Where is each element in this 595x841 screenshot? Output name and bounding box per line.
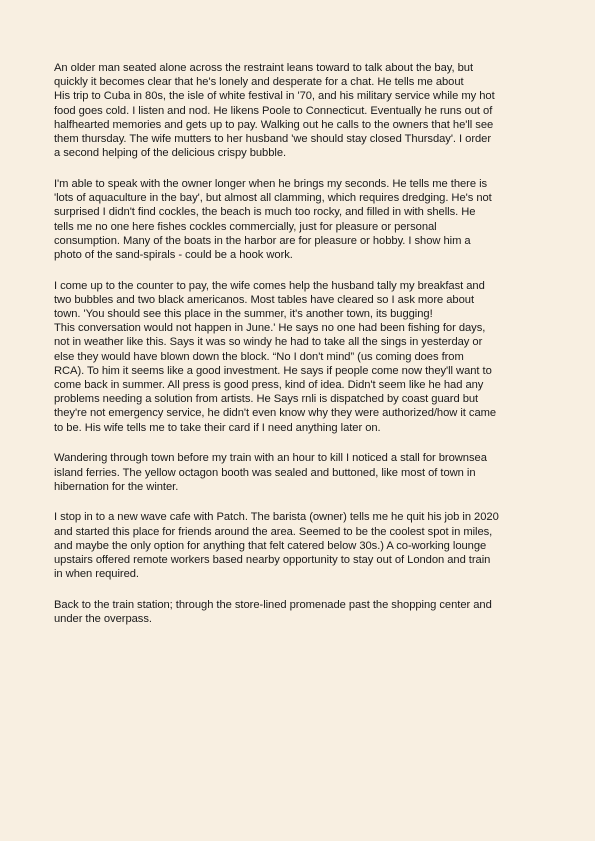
text-line: Back to the train station; through the store-lined promenade past the shopping center and	[54, 599, 492, 611]
text-line: His trip to Cuba in 80s, the isle of white festival in '70, and his military service while my hot	[54, 90, 495, 103]
text-line: food goes cold. I listen and nod. He likens Poole to Connecticut. Eventually he runs out of	[54, 104, 493, 117]
paragraph-1	[54, 61, 543, 160]
text-line: in when required.	[54, 568, 139, 581]
text-line: problems needing a solution from artists. He Says rnli is dispatched by coast guard but	[54, 393, 479, 406]
text-line: them thursday. The wife mutters to her husband 'we should stay closed Thursday'. I order	[54, 133, 492, 146]
text-line: consumption. Many of the boats in the harbor are for pleasure or hobby. I show him a	[54, 234, 471, 247]
text-line: else they would have blown down the block. “No I don't mind” (us coming does from	[54, 350, 464, 363]
text-line: under the overpass.	[54, 613, 152, 626]
text-line: two bubbles and two black americanos. Most tables have cleared so I ask more about	[54, 293, 475, 306]
paragraph-2	[54, 177, 543, 262]
text-line: and maybe the only option for anything that felt catered below 30s.) A co-working lounge	[54, 539, 487, 552]
text-line: tells me no one here fishes cockles commercially, just for pleasure or personal	[54, 220, 437, 233]
text-line: and started this place for friends around the area. Seemed to be the coolest spot in miles,	[54, 525, 493, 538]
text-line: to be. His wife tells me to take their card if I need anything later on.	[54, 421, 381, 434]
paragraph-5	[54, 510, 543, 581]
text-line: island ferries. The yellow octagon booth was sealed and buttoned, like most of town in	[54, 466, 476, 479]
text-line: photo of the sand-spirals - could be a hook work.	[54, 248, 293, 261]
paragraph-3	[54, 279, 543, 435]
text-line: This conversation would not happen in June.' He says no one had been fishing for days,	[54, 322, 486, 335]
text-line: they're not emergency service, he didn't even know why they were authorized/how it came	[54, 407, 497, 420]
text-line: An older man seated alone across the restraint leans toward to talk about the bay, but	[54, 62, 474, 74]
text-line: come back in summer. All press is good press, kind of idea. Didn't seem like he had any	[54, 379, 484, 392]
text-line: I stop in to a new wave cafe with Patch. The barista (owner) tells me he quit his job in 2020	[54, 511, 499, 524]
text-line: 'lots of aquaculture in the bay', but almost all clamming, which requires dredging. He's not	[54, 192, 492, 205]
text-line: hibernation for the winter.	[54, 480, 179, 493]
text-line: RCA). To him it seems like a good investment. He says if people come now they'll want to	[54, 364, 492, 377]
text-line: I come up to the counter to pay, the wife comes help the husband tally my breakfast and	[54, 279, 485, 292]
paragraph-6	[54, 598, 543, 626]
text-line: quickly it becomes clear that he's lonely and desperate for a chat. He tells me about	[54, 76, 464, 89]
text-line: upstairs offered remote workers based nearby opportunity to stay out of London and train	[54, 554, 491, 567]
text-line: surprised I didn't find cockles, the beach is much too rocky, and filled in with shells. He	[54, 206, 476, 219]
text-line: Wandering through town before my train with an hour to kill I noticed a stall for brownsea	[54, 452, 487, 465]
text-line: town. 'You should see this place in the summer, it's another town, its bugging!	[54, 308, 433, 321]
text-line: halfhearted memories and gets up to pay. Walking out he calls to the owners that he'll see	[54, 118, 494, 131]
paragraph-4	[54, 451, 543, 494]
text-line: a second helping of the delicious crispy bubble.	[54, 147, 287, 160]
text-line: I'm able to speak with the owner longer when he brings my seconds. He tells me there is	[54, 177, 488, 190]
text-line: not in weather like this. Says it was so windy he had to take all the sings in yesterday or	[54, 336, 483, 349]
